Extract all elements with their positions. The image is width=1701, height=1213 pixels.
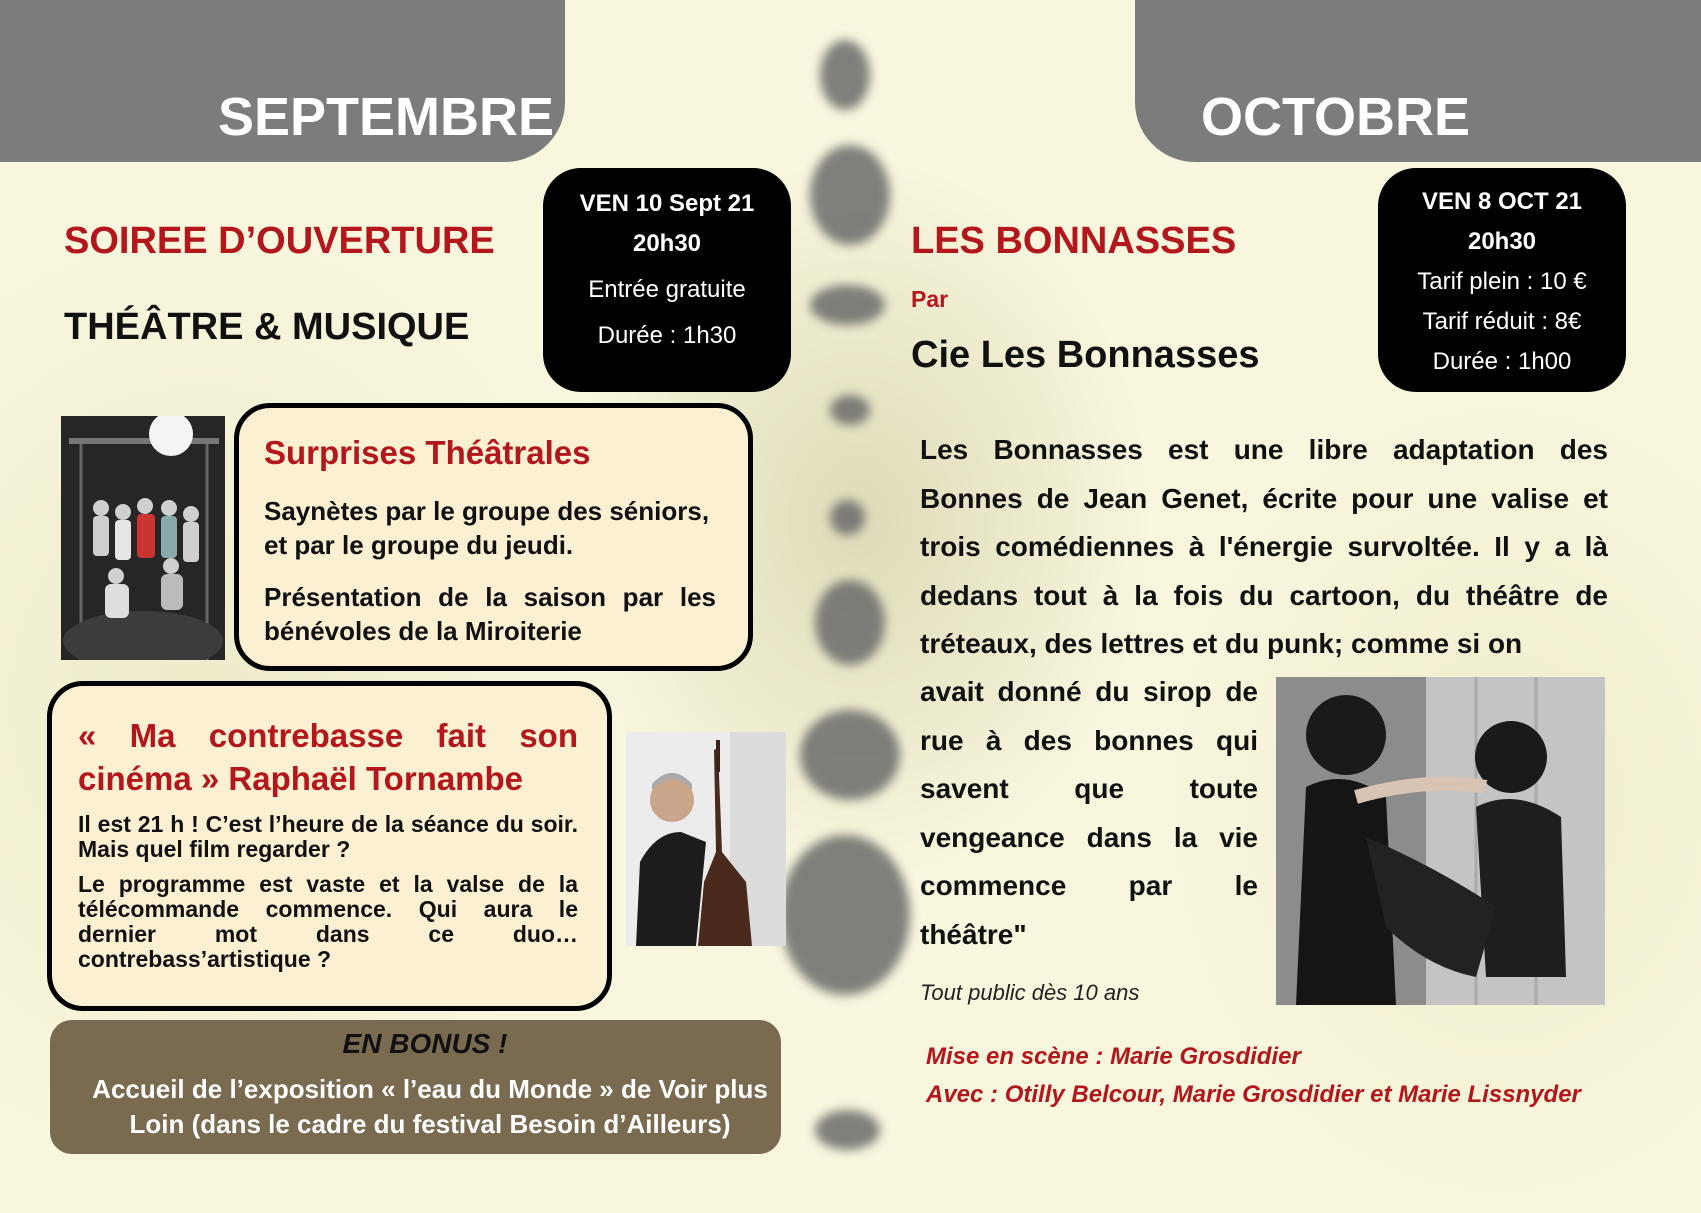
october-event-title: LES BONNASSES bbox=[911, 220, 1237, 262]
october-audience: Tout public dès 10 ans bbox=[920, 980, 1140, 1005]
september-event-genre: THÉÂTRE & MUSIQUE bbox=[64, 306, 470, 348]
october-tab bbox=[1135, 0, 1701, 162]
contrebasse-para2: Le programme est vaste et la valse de la télécommande commence. Qui aura le dernier mot dans ce duo… contrebass’artistique ? bbox=[78, 871, 578, 972]
october-duration: Durée : 1h00 bbox=[1432, 348, 1572, 375]
october-cast: Avec : Otilly Belcour, Marie Grosdidier et Marie Lissnyder bbox=[926, 1081, 1581, 1108]
surprises-para1: Saynètes par le groupe des séniors, et par le groupe du jeudi. bbox=[264, 496, 710, 560]
october-info-box bbox=[1378, 168, 1626, 392]
october-description-side bbox=[920, 668, 1258, 959]
description-line: commence par le bbox=[920, 870, 1258, 901]
september-price: Entrée gratuite bbox=[588, 276, 746, 303]
october-description-top: Les Bonnasses est une libre adaptation des Bonnes de Jean Genet, écrite pour une valise et trois comédiennes à l'énergie survoltée. Il y a là dedans tout à la fois du cartoon, du théâtre de tréteaux, des lettres et du punk; comme si on bbox=[920, 434, 1608, 659]
contrebasse-box bbox=[47, 681, 612, 1011]
october-direction: Mise en scène : Marie Grosdidier bbox=[926, 1043, 1301, 1070]
description-line: vengeance dans la vie bbox=[920, 821, 1258, 853]
actresses-photo bbox=[1276, 677, 1605, 1005]
october-date: VEN 8 OCT 21 bbox=[1421, 188, 1583, 215]
group-photo bbox=[61, 416, 225, 660]
september-event-title: SOIREE D’OUVERTURE bbox=[64, 220, 495, 262]
october-company: Cie Les Bonnasses bbox=[911, 334, 1260, 376]
contrebasse-title: « Ma contrebasse fait son cinéma » Raphaël Tornambe bbox=[78, 717, 578, 797]
bonus-text: Accueil de l’exposition « l’eau du Monde » de Voir plus Loin (dans le cadre du festival Besoin d’Ailleurs) bbox=[92, 1074, 768, 1139]
surprises-box bbox=[234, 403, 753, 671]
september-date: VEN 10 Sept 21 bbox=[579, 190, 755, 217]
description-line: théâtre" bbox=[920, 918, 1027, 950]
description-line: rue à des bonnes qui bbox=[920, 724, 1258, 756]
september-duration: Durée : 1h30 bbox=[597, 322, 737, 349]
description-line: savent que toute bbox=[920, 773, 1258, 804]
october-heading: OCTOBRE bbox=[1201, 87, 1471, 147]
october-par: Par bbox=[911, 286, 949, 312]
bonus-title: EN BONUS ! bbox=[342, 1028, 508, 1059]
contrebasse-para1: Il est 21 h ! C’est l’heure de la séance du soir. Mais quel film regarder ? bbox=[78, 811, 578, 862]
september-heading: SEPTEMBRE bbox=[218, 87, 555, 147]
october-time: 20h30 bbox=[1467, 228, 1537, 255]
musician-photo bbox=[626, 732, 786, 946]
october-price-reduced: Tarif réduit : 8€ bbox=[1422, 308, 1582, 335]
surprises-para2: Présentation de la saison par les bénévoles de la Miroiterie bbox=[264, 582, 716, 646]
description-line: avait donné du sirop de bbox=[920, 676, 1258, 707]
september-time: 20h30 bbox=[632, 230, 702, 257]
october-price-full: Tarif plein : 10 € bbox=[1417, 268, 1587, 295]
bonus-box bbox=[50, 1020, 781, 1154]
september-info-box bbox=[543, 168, 791, 392]
september-tab bbox=[0, 0, 565, 162]
surprises-title: Surprises Théâtrales bbox=[264, 434, 591, 471]
